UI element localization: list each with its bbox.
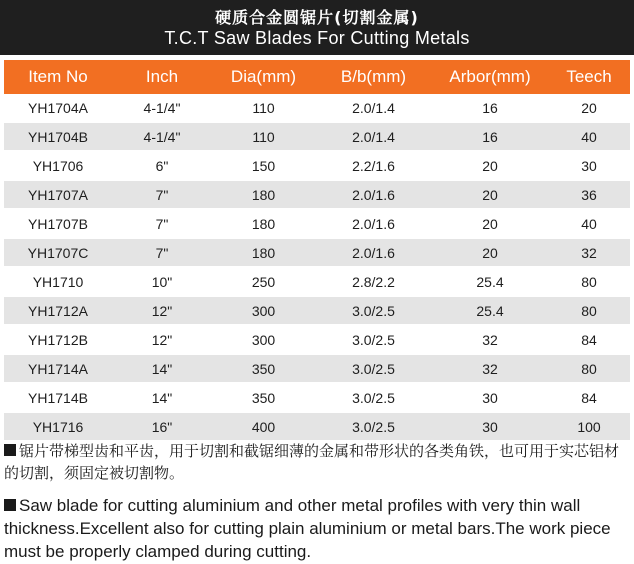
cell-teech: 30 — [548, 151, 630, 180]
cell-item-no: YH1714A — [4, 354, 112, 383]
cell-arbor: 30 — [432, 383, 548, 412]
table-row — [4, 325, 630, 354]
table-row — [4, 267, 630, 296]
cell-item-no: YH1704A — [4, 94, 112, 122]
spec-table — [4, 60, 630, 442]
cell-inch: 10" — [112, 267, 212, 296]
title-bar — [0, 0, 634, 55]
title-chinese: 硬质合金圆锯片(切割金属) — [215, 8, 419, 27]
header-bb: B/b(mm) — [315, 60, 432, 94]
cell-inch: 7" — [112, 238, 212, 267]
cell-teech: 84 — [548, 325, 630, 354]
bullet-square-icon — [4, 444, 16, 456]
header-row — [4, 60, 630, 94]
cell-item-no: YH1712A — [4, 296, 112, 325]
cell-dia: 110 — [212, 122, 315, 151]
cell-item-no: YH1707A — [4, 180, 112, 209]
cell-inch: 6" — [112, 151, 212, 180]
table-row — [4, 122, 630, 151]
cell-inch: 12" — [112, 325, 212, 354]
cell-bb: 3.0/2.5 — [315, 383, 432, 412]
cell-dia: 150 — [212, 151, 315, 180]
note-chinese — [4, 440, 632, 484]
table-row — [4, 209, 630, 238]
bullet-square-icon — [4, 499, 16, 511]
cell-dia: 400 — [212, 412, 315, 441]
cell-arbor: 20 — [432, 180, 548, 209]
cell-bb: 2.0/1.6 — [315, 180, 432, 209]
header-arbor: Arbor(mm) — [432, 60, 548, 94]
cell-dia: 110 — [212, 94, 315, 122]
cell-teech: 36 — [548, 180, 630, 209]
cell-arbor: 16 — [432, 94, 548, 122]
cell-item-no: YH1716 — [4, 412, 112, 441]
cell-dia: 300 — [212, 296, 315, 325]
header-teech: Teech — [548, 60, 630, 94]
cell-teech: 20 — [548, 94, 630, 122]
notes — [4, 440, 632, 563]
cell-teech: 40 — [548, 122, 630, 151]
cell-bb: 2.2/1.6 — [315, 151, 432, 180]
cell-item-no: YH1707B — [4, 209, 112, 238]
cell-bb: 2.0/1.4 — [315, 122, 432, 151]
table-row — [4, 412, 630, 441]
cell-inch: 14" — [112, 383, 212, 412]
cell-inch: 4-1/4" — [112, 94, 212, 122]
cell-dia: 250 — [212, 267, 315, 296]
cell-arbor: 32 — [432, 354, 548, 383]
cell-arbor: 16 — [432, 122, 548, 151]
cell-bb: 3.0/2.5 — [315, 296, 432, 325]
header-item-no: Item No — [4, 60, 112, 94]
cell-inch: 12" — [112, 296, 212, 325]
cell-teech: 40 — [548, 209, 630, 238]
cell-teech: 80 — [548, 354, 630, 383]
table-row — [4, 296, 630, 325]
cell-inch: 16" — [112, 412, 212, 441]
note-chinese-text: 锯片带梯型齿和平齿，用于切割和截锯细薄的金属和带形状的各类角铁，也可用于实芯铝材的切割，须固定被切割物。 — [4, 442, 620, 482]
cell-arbor: 20 — [432, 151, 548, 180]
cell-item-no: YH1714B — [4, 383, 112, 412]
header-inch: Inch — [112, 60, 212, 94]
cell-dia: 300 — [212, 325, 315, 354]
cell-bb: 3.0/2.5 — [315, 412, 432, 441]
cell-arbor: 25.4 — [432, 267, 548, 296]
cell-dia: 350 — [212, 354, 315, 383]
cell-bb: 2.8/2.2 — [315, 267, 432, 296]
title-english: T.C.T Saw Blades For Cutting Metals — [164, 28, 470, 48]
note-english-text: Saw blade for cutting aluminium and other metal profiles with very thin wall thickness.Excellent also for cutting plain aluminium or metal bars.The work piece must be properly clamped during cutting. — [4, 496, 611, 561]
cell-inch: 14" — [112, 354, 212, 383]
cell-item-no: YH1704B — [4, 122, 112, 151]
cell-dia: 180 — [212, 209, 315, 238]
cell-dia: 350 — [212, 383, 315, 412]
cell-inch: 4-1/4" — [112, 122, 212, 151]
cell-item-no: YH1712B — [4, 325, 112, 354]
cell-item-no: YH1707C — [4, 238, 112, 267]
cell-teech: 84 — [548, 383, 630, 412]
cell-arbor: 30 — [432, 412, 548, 441]
table-row — [4, 180, 630, 209]
cell-bb: 3.0/2.5 — [315, 354, 432, 383]
cell-arbor: 20 — [432, 238, 548, 267]
table-row — [4, 354, 630, 383]
cell-item-no: YH1706 — [4, 151, 112, 180]
cell-bb: 3.0/2.5 — [315, 325, 432, 354]
cell-teech: 80 — [548, 267, 630, 296]
cell-dia: 180 — [212, 180, 315, 209]
cell-arbor: 32 — [432, 325, 548, 354]
table-row — [4, 238, 630, 267]
cell-bb: 2.0/1.6 — [315, 209, 432, 238]
table-row — [4, 151, 630, 180]
cell-dia: 180 — [212, 238, 315, 267]
cell-inch: 7" — [112, 180, 212, 209]
note-english — [4, 494, 632, 563]
cell-arbor: 20 — [432, 209, 548, 238]
cell-bb: 2.0/1.6 — [315, 238, 432, 267]
cell-teech: 80 — [548, 296, 630, 325]
cell-inch: 7" — [112, 209, 212, 238]
header-dia: Dia(mm) — [212, 60, 315, 94]
cell-bb: 2.0/1.4 — [315, 94, 432, 122]
cell-item-no: YH1710 — [4, 267, 112, 296]
cell-teech: 100 — [548, 412, 630, 441]
table-row — [4, 94, 630, 122]
table-row — [4, 383, 630, 412]
cell-teech: 32 — [548, 238, 630, 267]
cell-arbor: 25.4 — [432, 296, 548, 325]
